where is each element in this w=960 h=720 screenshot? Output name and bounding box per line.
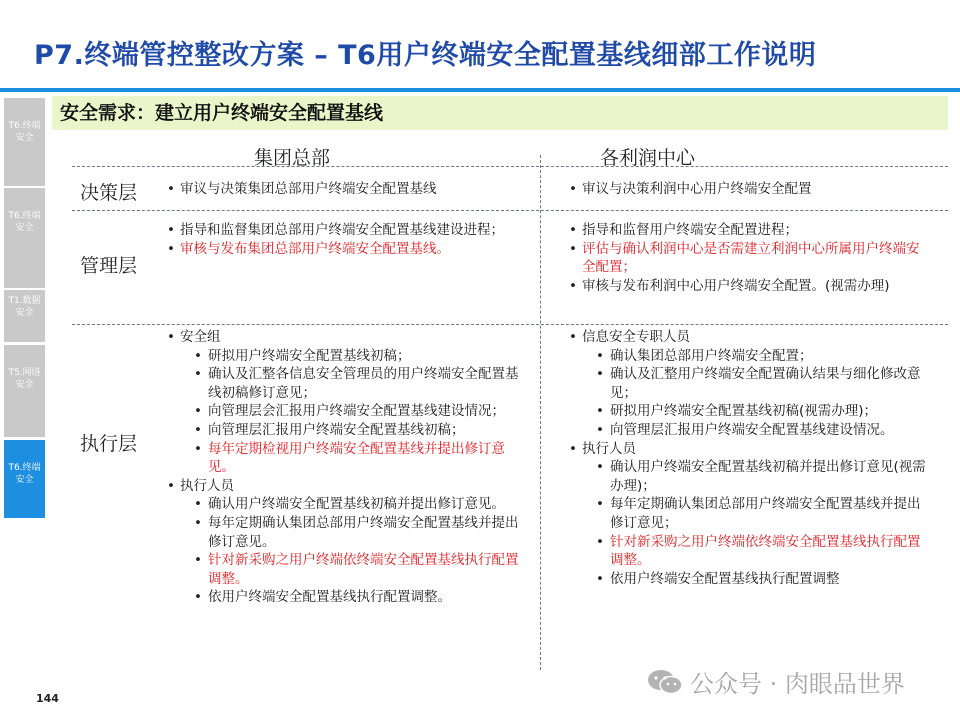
bullet-item: • 评估与确认利润中心是否需建立利润中心所属用户终端安全配置；	[566, 240, 930, 277]
sub-bullet-item: • 依用户终端安全配置基线执行配置调整。	[164, 588, 528, 607]
layer-management: 管理层	[80, 255, 138, 277]
page-number: 144	[36, 692, 59, 705]
bullet-item: • 审议与决策集团总部用户终端安全配置基线	[164, 180, 524, 199]
bullet-item: • 安全组	[164, 328, 528, 347]
cell-execution-hq	[164, 328, 528, 607]
bullet-item: • 指导和监督集团总部用户终端安全配置基线建设进程；	[164, 221, 528, 240]
sub-bullet-item: • 确认及汇整用户终端安全配置确认结果与细化修改意见；	[566, 365, 930, 402]
sub-bullet-item: • 研拟用户终端安全配置基线初稿(视需办理)；	[566, 402, 930, 421]
bullet-item: • 执行人员	[164, 477, 528, 496]
bullet-item: • 信息安全专职人员	[566, 328, 930, 347]
sub-bullet-item: • 依用户终端安全配置基线执行配置调整	[566, 570, 930, 589]
bullet-item: • 指导和监督用户终端安全配置进程；	[566, 221, 930, 240]
column-header-hq: 集团总部	[254, 147, 331, 169]
column-divider	[540, 155, 541, 670]
sub-bullet-item: • 每年定期确认集团总部用户终端安全配置基线并提出修订意见。	[164, 514, 528, 551]
bullet-item: • 审核与发布集团总部用户终端安全配置基线。	[164, 240, 528, 259]
sub-bullet-item: • 向管理层汇报用户终端安全配置基线初稿；	[164, 421, 528, 440]
sub-bullet-item: • 每年定期检视用户终端安全配置基线并提出修订意见。	[164, 440, 528, 477]
watermark	[646, 664, 905, 699]
requirement-banner: 安全需求：建立用户终端安全配置基线	[52, 96, 948, 130]
sub-bullet-item: • 针对新采购之用户终端依终端安全配置基线执行配置调整。	[566, 533, 930, 570]
cell-execution-center	[566, 328, 930, 588]
sub-bullet-item: • 确认用户终端安全配置基线初稿并提出修订意见。	[164, 495, 528, 514]
row-divider-1	[72, 210, 948, 211]
side-tab-2[interactable]: T6.终端安全	[4, 188, 45, 288]
header-divider	[72, 166, 948, 167]
sub-bullet-item: • 确认及汇整各信息安全管理员的用户终端安全配置基线初稿修订意见；	[164, 365, 528, 402]
side-tab-3[interactable]: T1.数据安全	[4, 290, 45, 342]
row-divider-2	[72, 324, 948, 325]
bullet-item: • 执行人员	[566, 440, 930, 459]
sub-bullet-item: • 向管理层会汇报用户终端安全配置基线建设情况；	[164, 402, 528, 421]
wechat-icon	[646, 668, 684, 696]
sub-bullet-item: • 向管理层汇报用户终端安全配置基线建设情况。	[566, 421, 930, 440]
sub-bullet-item: • 每年定期确认集团总部用户终端安全配置基线并提出修订意见；	[566, 495, 930, 532]
side-tab-5-active[interactable]: T6.终端安全	[4, 440, 45, 518]
sub-bullet-item: • 针对新采购之用户终端依终端安全配置基线执行配置调整。	[164, 551, 528, 588]
title-underline	[0, 88, 960, 92]
side-tab-1[interactable]: T6.终端安全	[4, 98, 45, 186]
sub-bullet-item: • 确认集团总部用户终端安全配置；	[566, 347, 930, 366]
watermark-text: 公众号 · 肉眼品世界	[690, 670, 905, 698]
cell-decision-hq	[164, 180, 524, 199]
sub-bullet-item: • 确认用户终端安全配置基线初稿并提出修订意见(视需办理)；	[566, 458, 930, 495]
cell-management-hq	[164, 221, 528, 258]
bullet-item: • 审议与决策利润中心用户终端安全配置	[566, 180, 926, 199]
layer-decision: 决策层	[80, 182, 138, 204]
sub-bullet-item: • 研拟用户终端安全配置基线初稿；	[164, 347, 528, 366]
bullet-item: • 审核与发布利润中心用户终端安全配置。(视需办理)	[566, 277, 930, 296]
side-tab-4[interactable]: T5.网络安全	[4, 345, 45, 437]
cell-decision-center	[566, 180, 926, 199]
layer-execution: 执行层	[80, 433, 138, 455]
column-header-center: 各利润中心	[600, 147, 696, 169]
page-title: P7.终端管控整改方案 – T6用户终端安全配置基线细部工作说明	[34, 40, 817, 71]
cell-management-center	[566, 221, 930, 295]
